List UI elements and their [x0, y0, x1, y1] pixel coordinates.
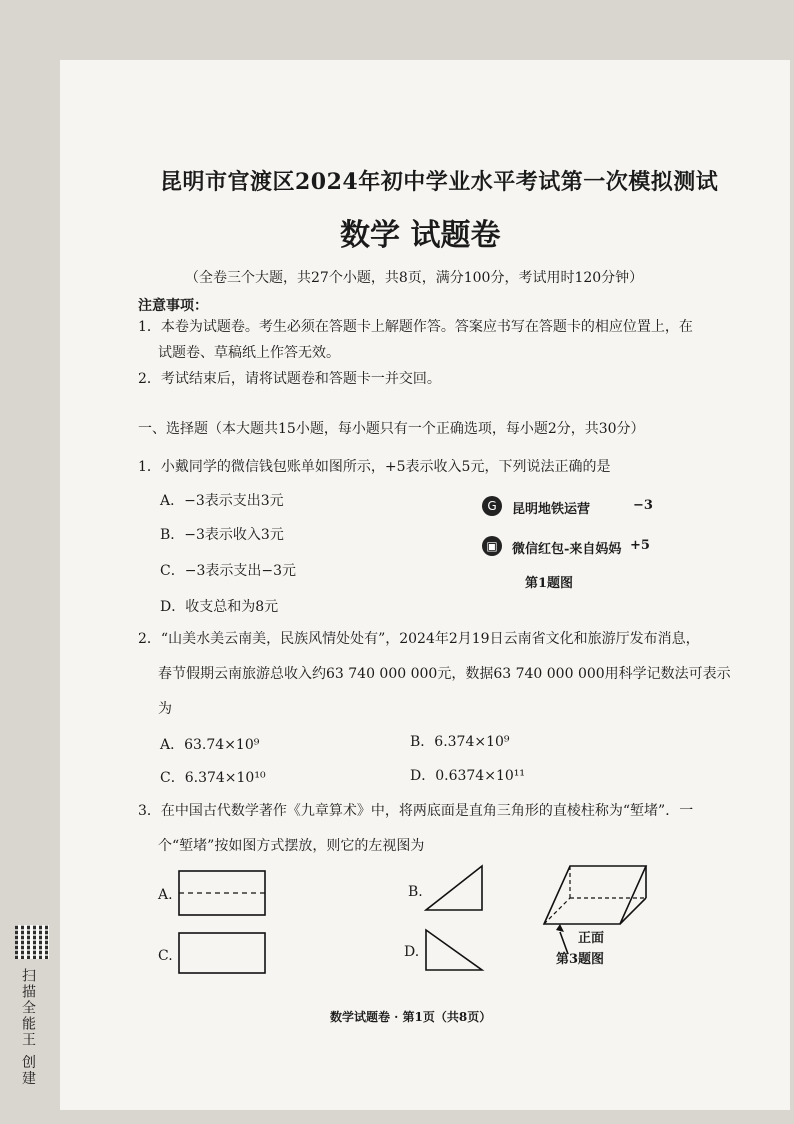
q1-option-b: B．−3表示收入3元: [160, 527, 284, 543]
q1-option-a: A．−3表示支出3元: [160, 493, 284, 509]
q3-option-b-figure: [424, 864, 486, 914]
notice-item-1-cont: 试题卷、草稿纸上作答无效。: [158, 345, 340, 361]
q2-line1: 2．“山美水美云南美，民族风情处处有”，2024年2月19日云南省文化和旅游厅发布消息，: [138, 631, 700, 647]
scanner-watermark: 扫描全能王 创建: [20, 968, 36, 1087]
q2-option-d: D．0.6374×10¹¹: [410, 768, 525, 784]
q3-option-a-figure: [178, 870, 268, 920]
q2-line2: 春节假期云南旅游总收入约63 740 000 000元，数据63 740 000 000用科学记数法可表示: [158, 666, 731, 682]
q3-label-b: B.: [408, 884, 423, 900]
q1-option-c: C．−3表示支出−3元: [160, 563, 296, 579]
q1-row2-value: +5: [630, 538, 650, 553]
q1-row1-value: −3: [633, 498, 653, 513]
q1-row2-label: 微信红包-来自妈妈: [512, 542, 622, 557]
q3-line1: 3．在中国古代数学著作《九章算术》中，将两底面是直角三角形的直棱柱称为“堑堵”．一: [138, 803, 694, 819]
exam-subtitle: 数学 试题卷: [340, 218, 501, 253]
red-packet-icon: ▣: [482, 536, 502, 556]
q3-front-label: 正面: [578, 931, 605, 946]
q2-option-c: C．6.374×10¹⁰: [160, 770, 266, 786]
q2-line3: 为: [158, 701, 172, 717]
page-footer: 数学试题卷 · 第1页（共8页）: [330, 1010, 492, 1024]
q1-stem: 1．小戴同学的微信钱包账单如图所示，+5表示收入5元，下列说法正确的是: [138, 459, 611, 475]
metro-icon: G: [482, 496, 502, 516]
q2-option-a: A．63.74×10⁹: [160, 737, 260, 753]
q1-option-d: D．收支总和为8元: [160, 599, 279, 615]
q1-row1-label: 昆明地铁运营: [512, 502, 591, 517]
exam-info: （全卷三个大题，共27个小题，共8页，满分100分，考试用时120分钟）: [185, 270, 644, 286]
q3-line2: 个“堑堵”按如图方式摆放，则它的左视图为: [158, 838, 425, 854]
q3-label-c: C.: [158, 948, 173, 964]
qr-code-icon: [15, 925, 49, 959]
notice-item-2: 2．考试结束后，请将试题卷和答题卡一并交回。: [138, 371, 441, 387]
q3-label-a: A.: [158, 887, 173, 903]
q3-label-d: D.: [404, 944, 420, 960]
q1-figure-caption: 第1题图: [525, 576, 574, 591]
q2-option-b: B．6.374×10⁹: [410, 734, 510, 750]
q3-option-d-figure: [424, 928, 486, 974]
exam-title: 昆明市官渡区2024年初中学业水平考试第一次模拟测试: [160, 169, 719, 195]
notice-item-1: 1．本卷为试题卷。考生必须在答题卡上解题作答。答案应书写在答题卡的相应位置上，在: [138, 319, 693, 335]
notice-heading: 注意事项：: [138, 298, 208, 314]
q3-figure-caption: 第3题图: [556, 952, 605, 967]
q3-option-c-figure: [178, 932, 268, 976]
section-heading: 一、选择题（本大题共15小题，每小题只有一个正确选项，每小题2分，共30分）: [138, 421, 645, 437]
